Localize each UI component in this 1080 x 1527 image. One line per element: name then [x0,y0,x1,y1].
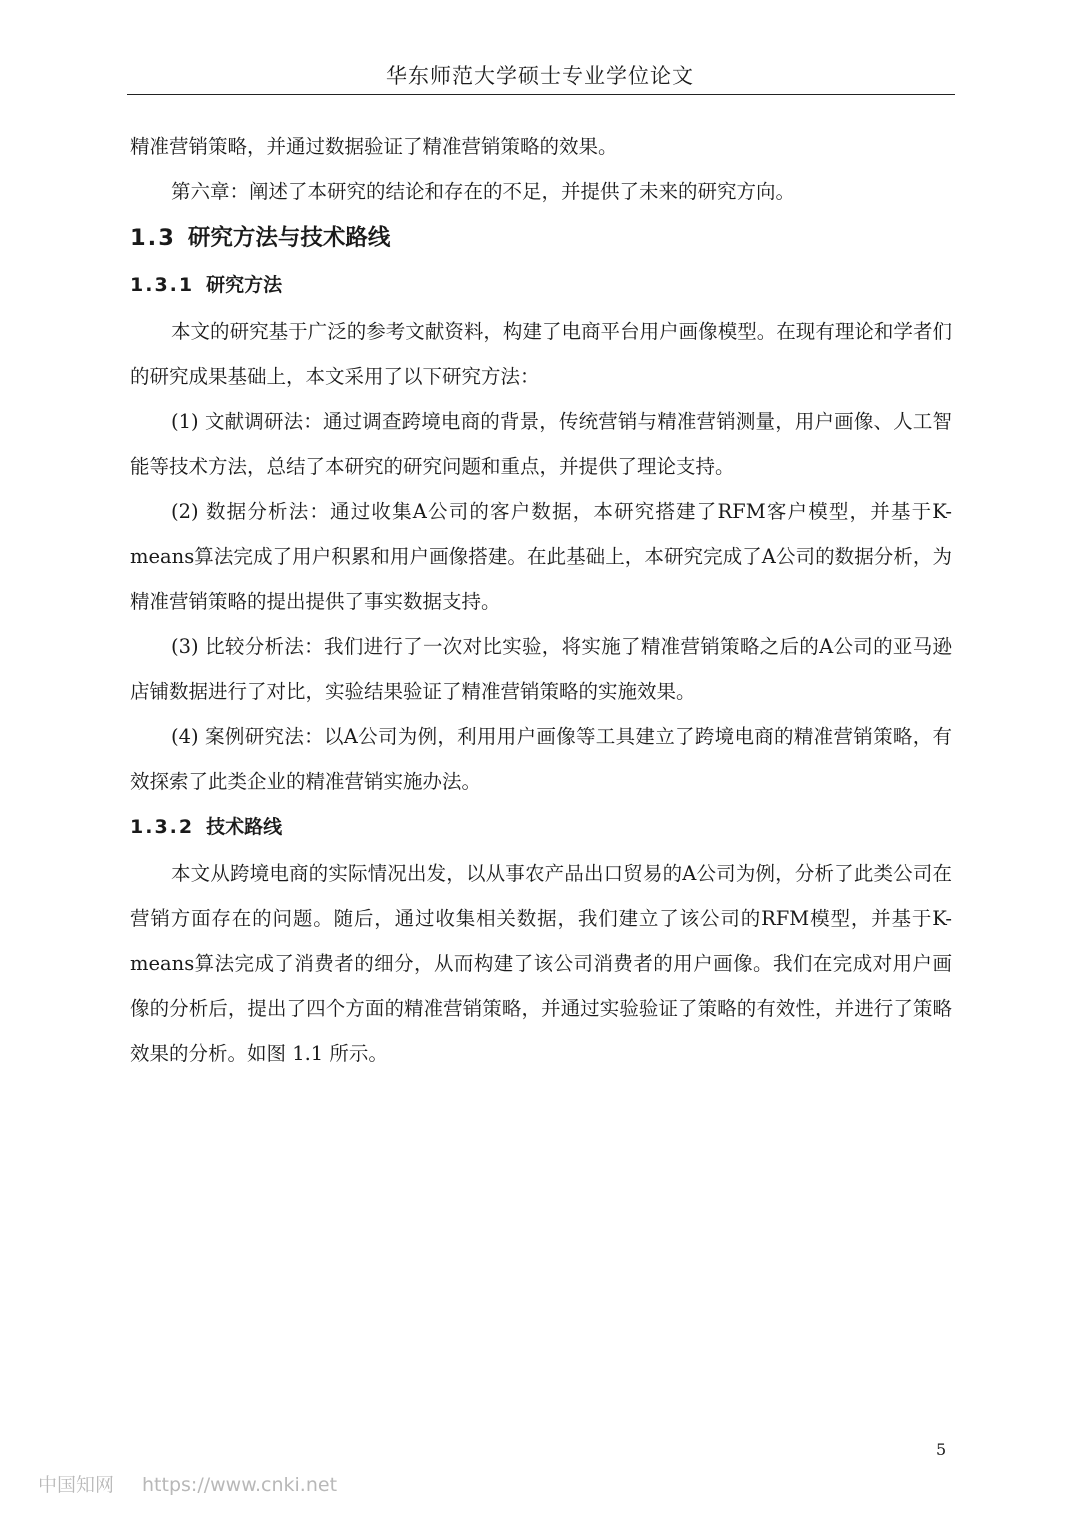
running-header: 华东师范大学硕士专业学位论文 [386,64,694,88]
section-number: 1.3 [130,225,176,251]
paragraph-method-1: (1) 文献调研法：通过调查跨境电商的背景，传统营销与精准营销测量，用户画像、人工智能等技术方法，总结了本研究的研究问题和重点，并提供了理论支持。 [130,410,952,478]
subsection-heading-1-3-2 [130,804,952,851]
subsection-number: 1.3.2 [130,816,195,838]
watermark-brand: 中国知网 [38,1474,115,1496]
subsection-number: 1.3.1 [130,274,195,296]
page-body [130,124,952,1076]
paragraph-chapter-six: 第六章：阐述了本研究的结论和存在的不足，并提供了未来的研究方向。 [171,180,796,203]
paragraph-method-intro: 本文的研究基于广泛的参考文献资料，构建了电商平台用户画像模型。在现有理论和学者们的研究成果基础上，本文采用了以下研究方法： [130,320,952,388]
subsection-title: 研究方法 [206,274,283,296]
section-title: 研究方法与技术路线 [187,225,391,251]
cnki-watermark [38,1470,337,1497]
page-number: 5 [936,1440,947,1459]
paragraph-continuation: 精准营销策略，并通过数据验证了精准营销策略的效果。 [130,135,618,158]
section-heading-1-3 [130,214,952,262]
paragraph-method-3: (3) 比较分析法：我们进行了一次对比实验，将实施了精准营销策略之后的A公司的亚马逊店铺数据进行了对比，实验结果验证了精准营销策略的实施效果。 [130,635,952,703]
subsection-heading-1-3-1 [130,262,952,309]
paragraph-method-2: (2) 数据分析法：通过收集A公司的客户数据，本研究搭建了RFM客户模型，并基于K-means算法完成了用户积累和用户画像搭建。在此基础上，本研究完成了A公司的数据分析，为精准营销策略的提出提供了事实数据支持。 [130,500,952,613]
paragraph-method-4: (4) 案例研究法：以A公司为例，利用用户画像等工具建立了跨境电商的精准营销策略，有效探索了此类企业的精准营销实施办法。 [130,725,952,793]
paragraph-technical-route: 本文从跨境电商的实际情况出发，以从事农产品出口贸易的A公司为例，分析了此类公司在营销方面存在的问题。随后，通过收集相关数据，我们建立了该公司的RFM模型，并基于K-means算法完成了消费者的细分，从而构建了该公司消费者的用户画像。我们在完成对用户画像的分析后，提出了四个方面的精准营销策略，并通过实验验证了策略的有效性，并进行了策略效果的分析。如图 1.1 所示。 [130,862,952,1065]
subsection-title: 技术路线 [206,816,283,838]
watermark-url: https://www.cnki.net [142,1474,338,1496]
header-divider [127,94,955,95]
